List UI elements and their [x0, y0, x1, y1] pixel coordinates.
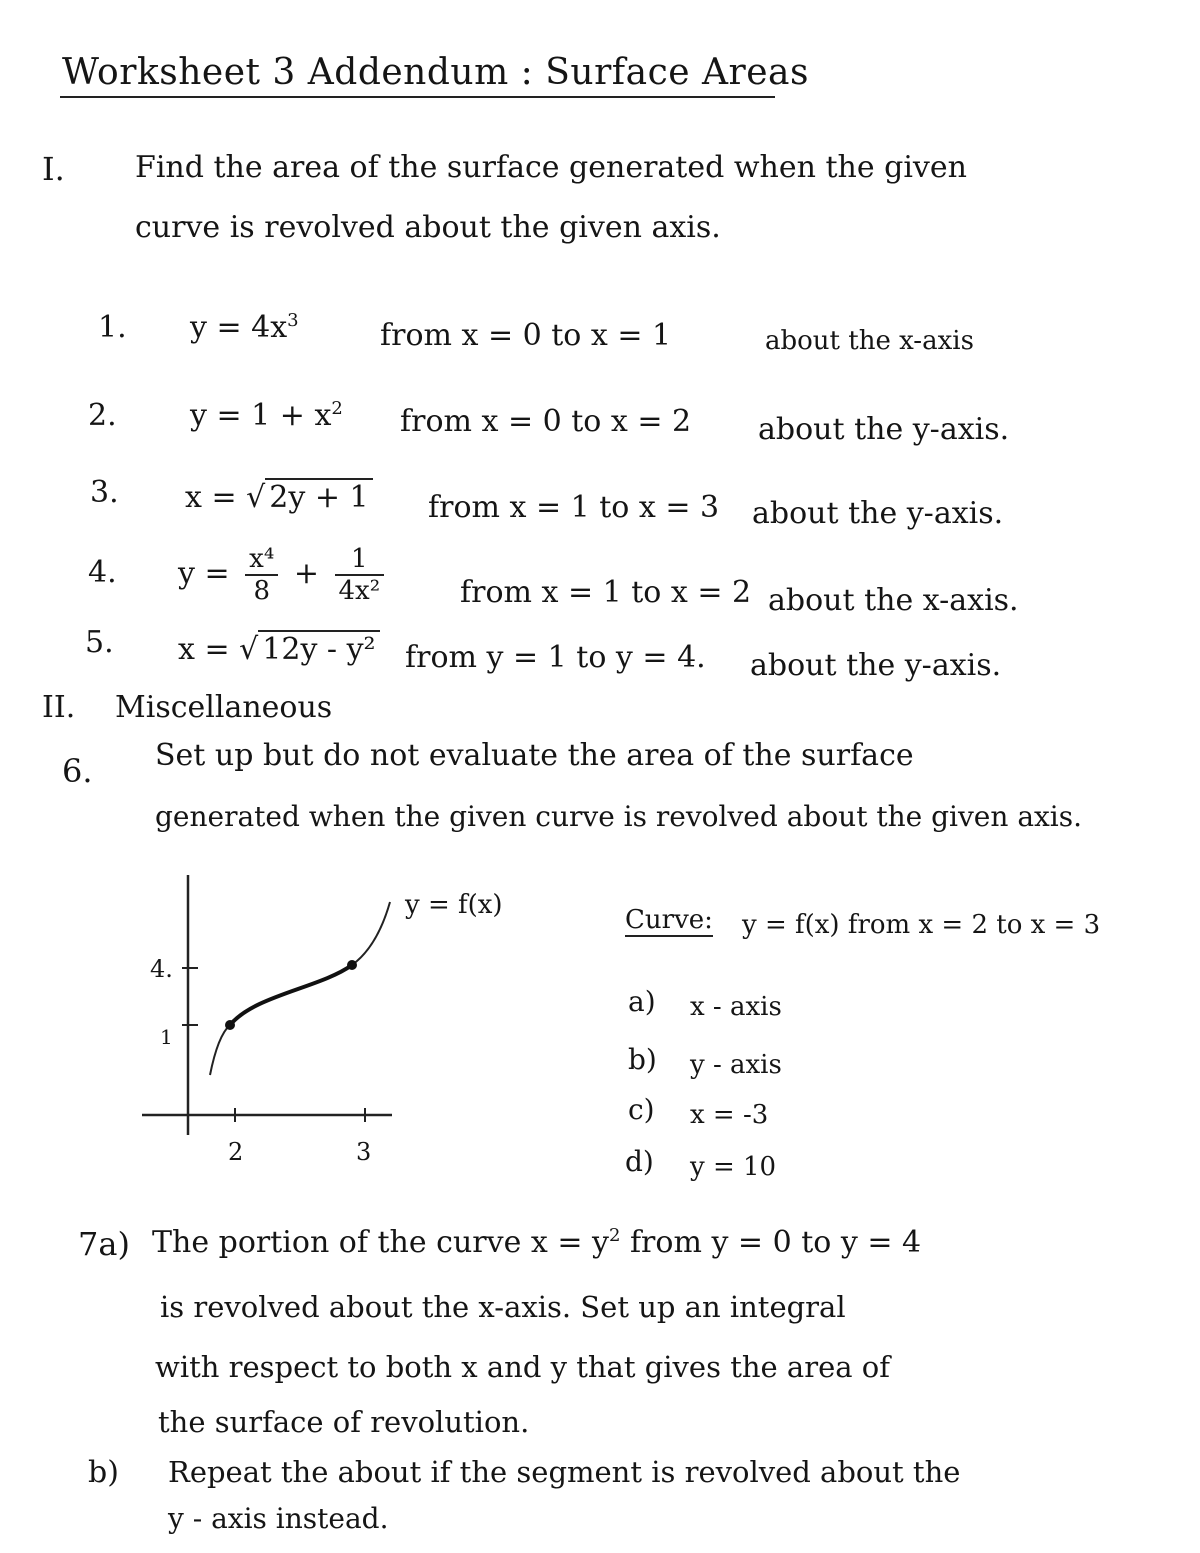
problem-4-range: from x = 1 to x = 2: [460, 575, 752, 610]
option-c-label: c): [628, 1093, 655, 1126]
option-d-label: d): [625, 1145, 654, 1178]
problem-7a-exponent: 2: [608, 1225, 621, 1246]
problem-5-axis: about the y-axis.: [750, 648, 1002, 683]
graph-curve-right: [352, 902, 390, 965]
graph-y-tick-label-4: 4.: [150, 955, 173, 983]
problem-7a-line1-pre: The portion of the curve x = y: [152, 1225, 609, 1260]
problem-1-equation: [190, 310, 299, 345]
problem-5-equation: [178, 632, 380, 667]
problem-5-radicand: 12y - y²: [258, 630, 379, 667]
problem-7a-line1-post: from y = 0 to y = 4: [629, 1225, 922, 1260]
curve-definition: y = f(x) from x = 2 to x = 3: [742, 910, 1101, 940]
option-c-text: x = -3: [690, 1100, 769, 1130]
graph-y-tick-label-1: 1: [160, 1025, 173, 1049]
problem-1-axis: about the x-axis: [765, 326, 974, 356]
problem-7b-number: b): [88, 1455, 119, 1490]
problem-3-range: from x = 1 to x = 3: [428, 490, 720, 525]
problem-4-fraction-1: [245, 544, 278, 606]
graph-point-start: [225, 1020, 235, 1030]
problem-4-number: 4.: [88, 555, 117, 590]
problem-4-fraction-2: [335, 544, 385, 606]
problem-7b-line2: y - axis instead.: [168, 1502, 389, 1535]
problem-2-range: from x = 0 to x = 2: [400, 404, 692, 439]
section-2-heading: Miscellaneous: [115, 690, 333, 725]
option-b-label: b): [628, 1043, 657, 1076]
curve-heading: Curve:: [625, 905, 713, 935]
problem-2-axis: about the y-axis.: [758, 412, 1010, 447]
problem-4-plus: +: [293, 556, 319, 591]
problem-3-number: 3.: [90, 475, 119, 510]
problem-1-exponent: 3: [287, 310, 299, 331]
problem-7b-line1: Repeat the about if the segment is revolved about the: [168, 1455, 961, 1489]
graph-curve-label: y = f(x): [405, 890, 503, 920]
problem-7a-line1: [152, 1225, 921, 1260]
option-b-text: y - axis: [690, 1050, 782, 1080]
problem-6-line2: generated when the given curve is revolved about the given axis.: [155, 800, 1083, 833]
problem-4-lhs: y =: [178, 556, 230, 591]
sqrt-icon: √: [246, 480, 266, 515]
problem-4-frac2-denominator: 4x²: [338, 576, 381, 606]
graph-x-tick-label-2: 2: [228, 1138, 244, 1166]
problem-1-range: from x = 0 to x = 1: [380, 318, 672, 353]
graph-curve-segment: [230, 965, 352, 1025]
problem-2-number: 2.: [88, 398, 117, 433]
problem-4-axis: about the x-axis.: [768, 583, 1019, 618]
problem-3-axis: about the y-axis.: [752, 496, 1004, 531]
option-a-label: a): [628, 985, 656, 1018]
problem-7a-line2: is revolved about the x-axis. Set up an integral: [160, 1290, 846, 1324]
problem-4-frac1-denominator: 8: [253, 576, 270, 606]
graph-point-end: [347, 960, 357, 970]
problem-5-lhs: x =: [178, 632, 230, 667]
problem-2-lhs: y = 1 + x: [190, 398, 332, 433]
problem-6-line1: Set up but do not evaluate the area of the surface: [155, 738, 914, 773]
problem-3-lhs: x =: [185, 480, 237, 515]
sqrt-icon: √: [239, 632, 259, 667]
worksheet-title: Worksheet 3 Addendum : Surface Areas: [62, 52, 809, 93]
problem-7a-line4: the surface of revolution.: [158, 1405, 530, 1439]
problem-2-exponent: 2: [331, 398, 343, 419]
problem-7a-number: 7a): [78, 1225, 130, 1263]
section-1-label: I.: [42, 150, 65, 188]
section-1-instructions-line2: curve is revolved about the given axis.: [135, 210, 721, 245]
problem-4-equation: [178, 544, 390, 606]
problem-6-number: 6.: [62, 752, 93, 790]
problem-7a-line3: with respect to both x and y that gives the area of: [155, 1350, 890, 1384]
graph-x-tick-label-3: 3: [356, 1138, 372, 1166]
section-2-label: II.: [42, 690, 76, 725]
graph-curve-left: [210, 1025, 230, 1075]
option-d-text: y = 10: [690, 1152, 777, 1182]
section-1-instructions-line1: Find the area of the surface generated when the given: [135, 150, 967, 185]
title-underline: [60, 96, 775, 98]
problem-5-number: 5.: [85, 625, 114, 660]
problem-3-radicand: 2y + 1: [265, 478, 372, 515]
problem-3-equation: [185, 480, 373, 515]
problem-1-number: 1.: [98, 310, 127, 345]
problem-4-frac1-numerator: x⁴: [245, 544, 278, 576]
problem-2-equation: [190, 398, 343, 433]
problem-4-frac2-numerator: 1: [335, 544, 385, 576]
problem-1-lhs: y = 4x: [190, 310, 288, 345]
problem-5-range: from y = 1 to y = 4.: [405, 640, 706, 675]
option-a-text: x - axis: [690, 992, 782, 1022]
